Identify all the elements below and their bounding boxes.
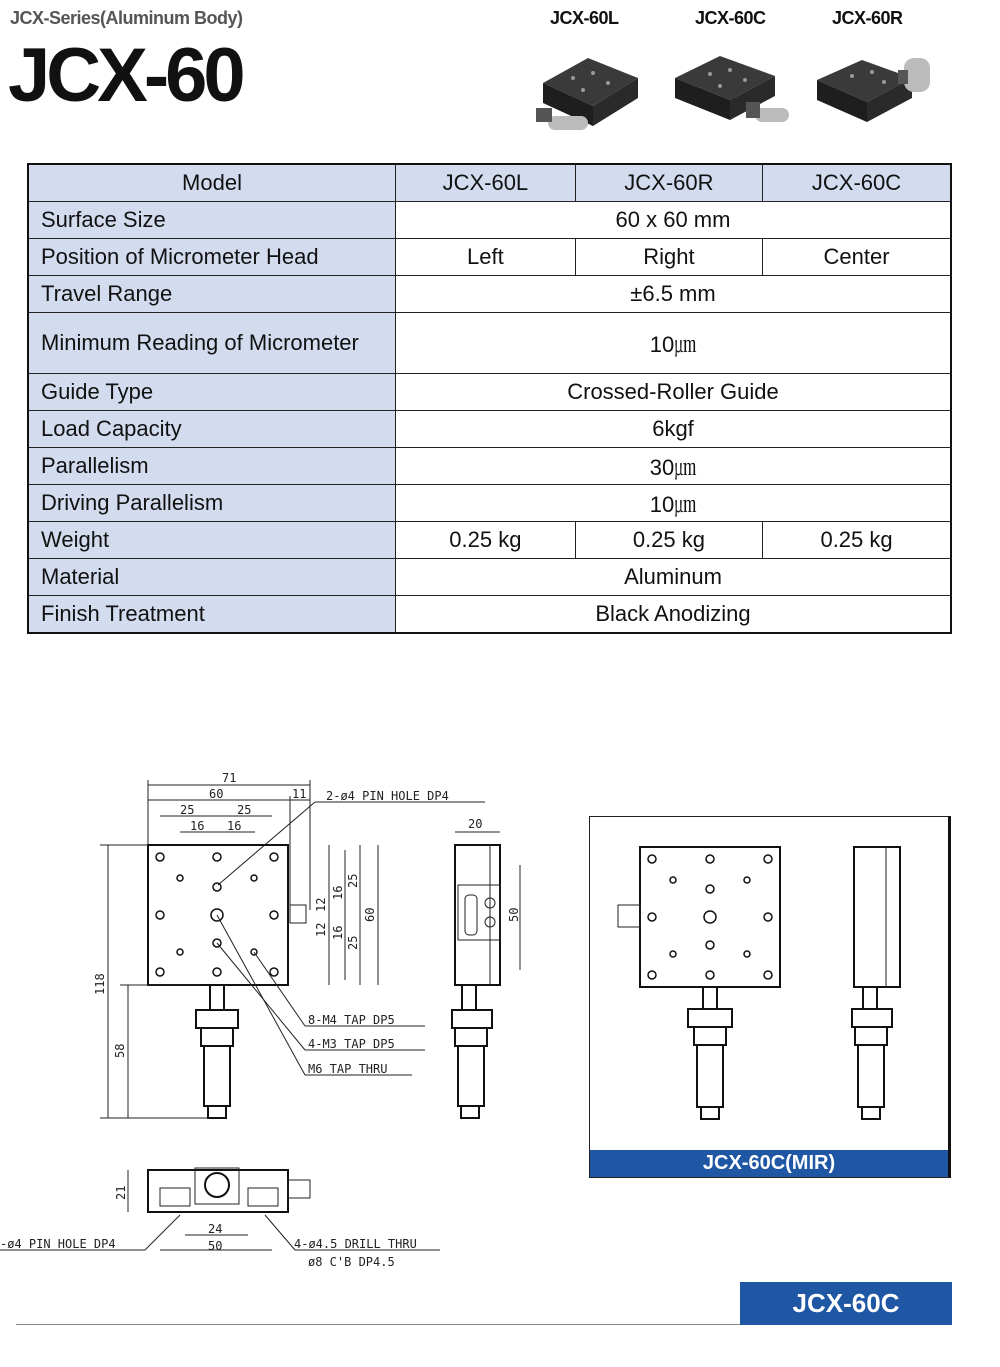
product-photo-60c [670,38,790,138]
dim-v12a: 12 [314,897,328,912]
row-value: Aluminum [396,559,952,596]
row-label: Minimum Reading of Micrometer [28,313,396,374]
product-photo-60r [812,38,932,138]
dim-v60: 60 [363,907,377,922]
mir-label: JCX-60C(MIR) [590,1150,948,1177]
dim-v25b: 25 [346,935,360,950]
dim-21: 21 [114,1185,128,1200]
dim-50-bottom: 50 [208,1239,223,1253]
product-label-60r: JCX-60R [832,8,903,28]
page-title: JCX-60 [8,33,242,118]
row-value: 0.25 kg [396,522,576,559]
row-label: Weight [28,522,396,559]
row-value: 30㎛ [396,448,952,485]
column-header: Model [28,164,396,202]
dim-v25a: 25 [346,873,360,888]
dim-16b: 16 [227,819,242,833]
mir-panel [589,816,951,1178]
product-photo-60l [528,38,648,138]
note-m6: M6 TAP THRU [308,1062,388,1076]
note-pin-hole: 2-ø4 PIN HOLE DP4 [326,789,449,803]
row-label: Load Capacity [28,411,396,448]
dim-60: 60 [209,787,224,801]
row-label: Position of Micrometer Head [28,239,396,276]
note-pin-hole-bottom: -ø4 PIN HOLE DP4 [0,1237,116,1251]
column-header: JCX-60C [763,164,951,202]
row-value: 60 x 60 mm [396,202,952,239]
product-label-60l: JCX-60L [550,8,619,28]
dim-58: 58 [113,1043,127,1058]
table-row [28,522,951,559]
table-row [28,596,951,634]
row-value: Center [763,239,951,276]
spec-table [27,163,952,634]
row-value: 10㎛ [396,313,952,374]
dim-25a: 25 [180,803,195,817]
dim-20: 20 [468,817,483,831]
column-header: JCX-60L [396,164,576,202]
row-value: Right [575,239,762,276]
dim-24: 24 [208,1222,223,1236]
dim-v12b: 12 [314,922,328,937]
dim-71: 71 [222,771,237,785]
note-cbore: ø8 C'B DP4.5 [308,1255,395,1269]
row-label: Driving Parallelism [28,485,396,522]
technical-drawing [0,760,590,1280]
table-row [28,202,951,239]
note-m3: 4-M3 TAP DP5 [308,1037,395,1051]
note-m4: 8-M4 TAP DP5 [308,1013,395,1027]
dim-v16a: 16 [331,885,345,900]
table-row [28,374,951,411]
row-value: 0.25 kg [763,522,951,559]
row-value: ±6.5 mm [396,276,952,313]
product-label-60c: JCX-60C [695,8,766,28]
row-value: Crossed-Roller Guide [396,374,952,411]
table-row [28,411,951,448]
row-value: 0.25 kg [575,522,762,559]
dim-11: 11 [292,787,307,801]
dim-v16b: 16 [331,925,345,940]
table-row [28,239,951,276]
dim-25b: 25 [237,803,252,817]
dim-50-side: 50 [507,907,521,922]
dim-16a: 16 [190,819,205,833]
row-label: Surface Size [28,202,396,239]
series-title: JCX-Series(Aluminum Body) [10,8,243,28]
row-value: Left [396,239,576,276]
row-label: Parallelism [28,448,396,485]
mir-drawing [590,817,948,1152]
table-row [28,276,951,313]
table-header-row [28,164,951,202]
row-value: 6kgf [396,411,952,448]
row-label: Material [28,559,396,596]
table-row [28,485,951,522]
row-label: Guide Type [28,374,396,411]
note-drill: 4-ø4.5 DRILL THRU [294,1237,417,1251]
table-row [28,313,951,374]
dim-118: 118 [93,973,107,995]
row-label: Finish Treatment [28,596,396,634]
column-header: JCX-60R [575,164,762,202]
row-label: Travel Range [28,276,396,313]
row-value: Black Anodizing [396,596,952,634]
table-row [28,559,951,596]
table-row [28,448,951,485]
row-value: 10㎛ [396,485,952,522]
footer-model-badge: JCX-60C [740,1282,952,1325]
